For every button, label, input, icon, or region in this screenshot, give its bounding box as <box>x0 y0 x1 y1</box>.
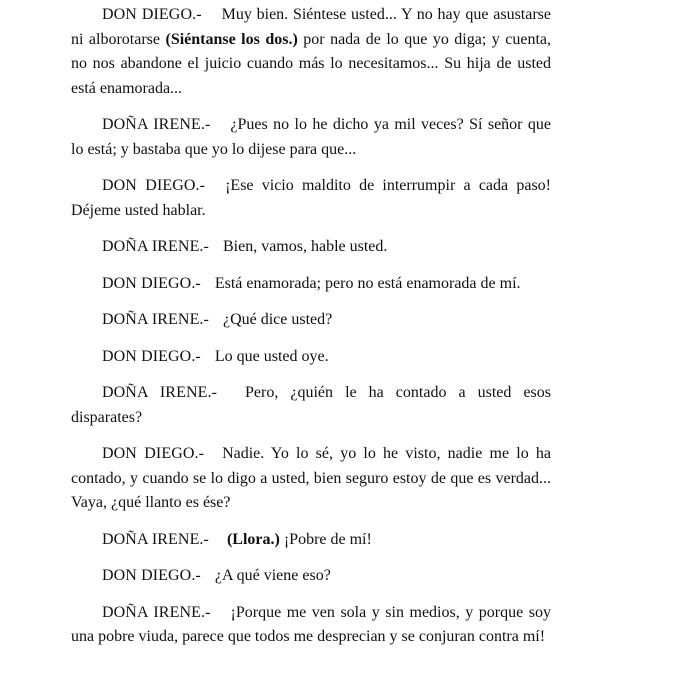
stage-direction: (Siéntanse los dos.) <box>165 30 298 48</box>
line-text: Lo que usted oye. <box>214 347 329 365</box>
line-text: Bien, vamos, hable usted. <box>222 238 388 255</box>
speaker-name: DON DIEGO.- <box>102 6 202 23</box>
speaker-name: DON DIEGO.- <box>102 177 206 194</box>
dialogue-line <box>71 345 551 370</box>
dialogue-line <box>71 528 551 553</box>
speaker-name: DON DIEGO.- <box>102 567 201 584</box>
speaker-name: DOÑA IRENE.- <box>102 530 209 548</box>
speaker-name: DOÑA IRENE.- <box>102 116 211 133</box>
speaker-name: DON DIEGO.- <box>102 445 205 462</box>
stage-direction: (Llora.) <box>226 530 280 548</box>
dialogue-line <box>71 601 551 650</box>
script-page <box>71 3 551 662</box>
speaker-name: DOÑA IRENE.- <box>102 311 209 328</box>
line-text: ¡Porque me ven sola y sin medios, y porque soy una pobre viuda, parece que todos me desprecian y se conjuran contra mí! <box>71 603 552 645</box>
line-text: por nada de lo que yo diga; y cuenta, no nos abandone el juicio cuando más lo necesitamos... Su hija de usted está enamorada... <box>71 30 552 97</box>
dialogue-line <box>71 272 551 297</box>
line-text: ¿Qué dice usted? <box>222 311 333 328</box>
dialogue-line <box>71 381 551 430</box>
dialogue-line <box>71 308 551 333</box>
line-text: Pero, ¿quién le ha contado a usted esos disparates? <box>71 384 552 426</box>
dialogue-line <box>71 3 551 101</box>
dialogue-line <box>71 113 551 162</box>
line-text: Está enamorada; pero no está enamorada de mí. <box>214 274 521 292</box>
speaker-name: DOÑA IRENE.- <box>102 603 211 621</box>
line-text: ¿A qué viene eso? <box>214 567 331 584</box>
speaker-name: DOÑA IRENE.- <box>102 238 209 255</box>
line-text: Nadie. Yo lo sé, yo lo he visto, nadie me lo ha contado, y cuando se lo digo a usted, bien seguro estoy de que es verdad... Vaya, ¿qué llanto es ése? <box>71 445 551 511</box>
speaker-name: DON DIEGO.- <box>102 347 201 365</box>
line-text: ¡Pobre de mí! <box>279 530 372 548</box>
dialogue-line <box>71 564 551 589</box>
line-text: ¿Pues no lo he dicho ya mil veces? Sí señor que lo está; y bastaba que yo lo dijese para que... <box>71 116 552 158</box>
speaker-name: DON DIEGO.- <box>102 274 201 292</box>
dialogue-line <box>71 235 551 260</box>
speaker-name: DOÑA IRENE.- <box>102 384 218 401</box>
dialogue-line <box>71 442 551 516</box>
line-text: Muy bien. Siéntese usted... Y no hay que asustarse ni alborotarse <box>71 6 552 48</box>
dialogue-line <box>71 174 551 223</box>
line-text: ¡Ese vicio maldito de interrumpir a cada paso! Déjeme usted hablar. <box>71 177 552 219</box>
